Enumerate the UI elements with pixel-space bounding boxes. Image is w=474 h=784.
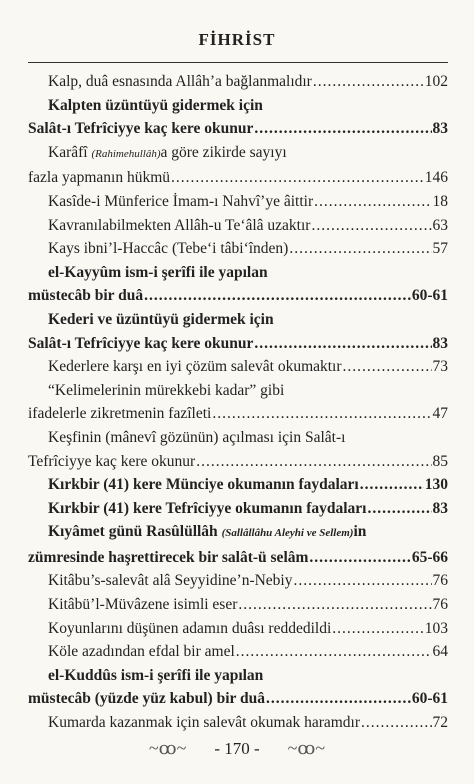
index-entry-line bbox=[28, 711, 448, 735]
index-entry-line bbox=[28, 664, 448, 688]
index-entry-page: 72 bbox=[432, 714, 448, 732]
index-entry-line bbox=[28, 640, 448, 664]
index-entry-page: 76 bbox=[432, 596, 448, 614]
dot-leader bbox=[289, 237, 431, 261]
index-entry bbox=[28, 237, 448, 261]
dot-leader bbox=[367, 497, 431, 521]
index-entries bbox=[28, 70, 448, 735]
index-entry-line bbox=[28, 569, 448, 593]
index-entry-text: el-Kuddûs ism-i şerîfi ile yapılan bbox=[48, 666, 264, 684]
page-header-title: FİHRİST bbox=[198, 30, 276, 49]
index-entry-line bbox=[28, 546, 448, 570]
page-footer bbox=[0, 738, 474, 759]
dot-leader bbox=[332, 617, 424, 641]
header-rule bbox=[28, 62, 448, 63]
index-entry-page: 130 bbox=[424, 476, 448, 494]
ornament-right-icon: ~ꝏ~ bbox=[287, 738, 326, 758]
index-entry-text: Köle azadından efdal bir amel bbox=[48, 643, 235, 661]
index-entry bbox=[28, 593, 448, 617]
index-entry-line bbox=[28, 473, 448, 497]
index-entry-page: 18 bbox=[432, 192, 448, 210]
dot-leader bbox=[254, 332, 431, 356]
index-entry-line bbox=[28, 261, 448, 285]
index-entry-text: “Kelimelerinin mürekkebi kadar” gibi bbox=[48, 381, 285, 399]
dot-leader bbox=[236, 640, 432, 664]
ornament-left-icon: ~ꝏ~ bbox=[148, 738, 187, 758]
index-entry-line bbox=[28, 190, 448, 214]
index-entry bbox=[28, 355, 448, 379]
index-entry bbox=[28, 94, 448, 141]
index-entry-text: Kays ibni’l-Haccâc (Tebe‘i tâbi‘înden) bbox=[48, 240, 289, 258]
dot-leader bbox=[361, 711, 431, 735]
index-entry-line bbox=[28, 402, 448, 426]
index-entry-page: 60-61 bbox=[411, 690, 448, 708]
index-entry-text: Kasîde-i Münferice İmam-ı Nahvî’ye âittir bbox=[48, 192, 314, 210]
dot-leader bbox=[360, 473, 424, 497]
index-entry-line bbox=[28, 166, 448, 190]
index-entry-text: fazla yapmanın hükmü bbox=[28, 169, 171, 187]
index-entry-page: 73 bbox=[432, 358, 448, 376]
index-entry bbox=[28, 70, 448, 94]
index-entry-text: müstecâb bir duâ bbox=[28, 287, 144, 305]
index-entry-page: 103 bbox=[424, 619, 448, 637]
dot-leader bbox=[238, 593, 431, 617]
index-entry-text: zümresinde haşrettirecek bir salât-ü selâm bbox=[28, 548, 309, 566]
index-entry bbox=[28, 640, 448, 664]
index-entry bbox=[28, 141, 448, 190]
index-entry-line bbox=[28, 117, 448, 141]
index-entry bbox=[28, 190, 448, 214]
index-entry-line bbox=[28, 237, 448, 261]
index-entry bbox=[28, 308, 448, 355]
index-entry-line bbox=[28, 520, 448, 546]
index-entry-text: el-Kayyûm ism-i şerîfi ile yapılan bbox=[48, 263, 268, 281]
index-entry-page: 83 bbox=[432, 120, 448, 138]
index-entry-page: 102 bbox=[424, 73, 448, 90]
dot-leader bbox=[266, 687, 411, 711]
index-entry-text: Tefrîciyye kaç kere okunur bbox=[28, 452, 196, 470]
index-entry-text: Kalpten üzüntüyü gidermek için bbox=[48, 96, 263, 114]
index-entry-line bbox=[28, 355, 448, 379]
index-entry-line bbox=[28, 94, 448, 118]
index-entry-text: Kalp, duâ esnasında Allâh’a bağlanmalıdır bbox=[48, 73, 312, 90]
index-entry-line bbox=[28, 617, 448, 641]
page-number: - 170 - bbox=[214, 738, 260, 758]
dot-leader bbox=[314, 190, 431, 214]
index-entry-line bbox=[28, 426, 448, 450]
index-entry-page: 65-66 bbox=[411, 548, 448, 566]
index-entry bbox=[28, 711, 448, 735]
index-entry-text: Kumarda kazanmak için salevât okumak haramdır bbox=[48, 714, 361, 732]
index-entry-text: Kitâbu’s-salevât alâ Seyyidine’n-Nebiy bbox=[48, 572, 293, 590]
index-entry-page: 64 bbox=[432, 643, 448, 661]
index-entry-line bbox=[28, 70, 448, 94]
index-entry bbox=[28, 617, 448, 641]
index-entry bbox=[28, 379, 448, 426]
dot-leader bbox=[212, 402, 431, 426]
index-entry bbox=[28, 520, 448, 569]
index-entry-text: Kitâbü’l-Müvâzene isimli eser bbox=[48, 596, 238, 614]
index-entry-page: 63 bbox=[432, 216, 448, 234]
index-entry-page: 57 bbox=[432, 240, 448, 258]
index-entry-line bbox=[28, 214, 448, 238]
dot-leader bbox=[313, 70, 424, 94]
index-entry-page: 83 bbox=[432, 499, 448, 517]
index-entry bbox=[28, 214, 448, 238]
index-entry-page: 85 bbox=[432, 452, 448, 470]
index-entry bbox=[28, 497, 448, 521]
index-entry-page: 60-61 bbox=[411, 287, 448, 305]
index-entry-text: Kederi ve üzüntüyü gidermek için bbox=[48, 310, 274, 328]
index-entry-line bbox=[28, 332, 448, 356]
index-entry bbox=[28, 426, 448, 473]
index-entry-text: Salât-ı Tefrîciyye kaç kere okunur bbox=[28, 334, 254, 352]
index-entry-text: Kırkbir (41) kere Münciye okumanın faydaları bbox=[48, 476, 359, 494]
index-entry-text: Keşfinin (mânevî gözünün) açılması için Salât-ı bbox=[48, 428, 346, 446]
dot-leader bbox=[144, 284, 411, 308]
index-entry bbox=[28, 261, 448, 308]
index-entry-text: Kırkbir (41) kere Tefrîciyye okumanın faydaları bbox=[48, 499, 367, 517]
index-entry-line bbox=[28, 497, 448, 521]
index-entry-text: Karâfî (Rahimehullâh)a göre zikirde sayıyı bbox=[48, 143, 287, 161]
index-entry bbox=[28, 473, 448, 497]
index-entry-text: Kavranılabilmekten Allâh-u Te‘âlâ uzaktır bbox=[48, 216, 311, 234]
index-entry-line bbox=[28, 450, 448, 474]
dot-leader bbox=[293, 569, 431, 593]
index-entry-text: Kederlere karşı en iyi çözüm salevât okumaktır bbox=[48, 358, 342, 376]
index-entry-page: 83 bbox=[432, 334, 448, 352]
index-entry-text: ifadelerle zikretmenin fazîleti bbox=[28, 405, 212, 423]
dot-leader bbox=[254, 117, 431, 141]
dot-leader bbox=[196, 450, 431, 474]
index-entry-text: Koyunlarını düşünen adamın duâsı reddedildi bbox=[48, 619, 332, 637]
index-entry-page: 146 bbox=[424, 169, 448, 187]
dot-leader bbox=[309, 546, 410, 570]
index-entry-line bbox=[28, 687, 448, 711]
index-entry-page: 47 bbox=[432, 405, 448, 423]
index-entry-line bbox=[28, 308, 448, 332]
index-entry-line bbox=[28, 379, 448, 403]
index-entry-text: Salât-ı Tefrîciyye kaç kere okunur bbox=[28, 120, 254, 138]
dot-leader bbox=[311, 214, 431, 238]
index-entry-page: 76 bbox=[432, 572, 448, 590]
dot-leader bbox=[171, 166, 424, 190]
index-entry bbox=[28, 664, 448, 711]
index-entry-line bbox=[28, 593, 448, 617]
index-entry-text: müstecâb (yüzde yüz kabul) bir duâ bbox=[28, 690, 265, 708]
index-entry-line bbox=[28, 141, 448, 167]
index-entry-line bbox=[28, 284, 448, 308]
index-entry-text: Kıyâmet günü Rasûlüllâh (Sallâllâhu Aleyhi ve Sellem)in bbox=[48, 523, 367, 541]
dot-leader bbox=[343, 355, 432, 379]
index-entry bbox=[28, 569, 448, 593]
